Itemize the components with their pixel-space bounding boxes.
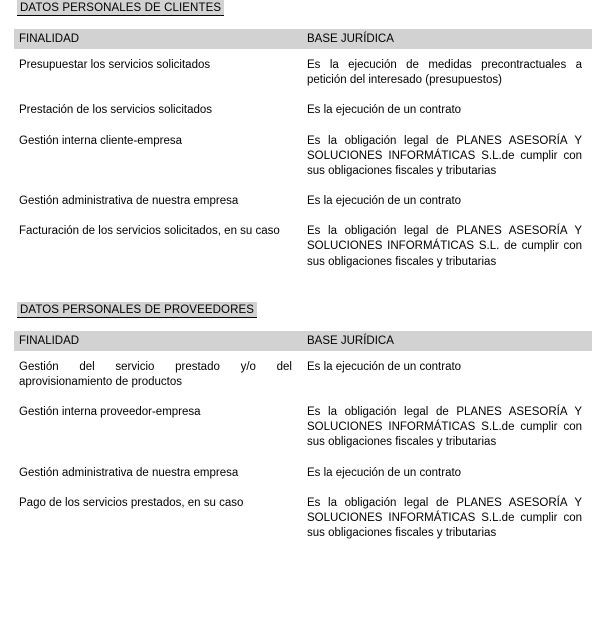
cell-base-juridica: Es la obligación legal de PLANES ASESORÍA Y SOLUCIONES INFORMÁTICAS S.L. de cumplir con sus obligaciones fiscales y tributarias [307, 225, 582, 268]
table-row [14, 396, 592, 457]
cell-base-juridica: Es la obligación legal de PLANES ASESORÍA Y SOLUCIONES INFORMÁTICAS S.L.de cumplir con sus obligaciones fiscales y tributarias [307, 406, 582, 449]
section-clientes [14, 0, 593, 276]
cell-base-juridica: Es la ejecución de un contrato [307, 466, 462, 479]
table-row [14, 215, 592, 276]
cell-base-juridica: Es la obligación legal de PLANES ASESORÍA Y SOLUCIONES INFORMÁTICAS S.L.de cumplir con sus obligaciones fiscales y tributarias [307, 496, 582, 540]
column-header-base-juridica: BASE JURÍDICA [302, 29, 592, 49]
cell-base-juridica: Es la ejecución de medidas precontractuales a petición del interesado (presupuestos) [307, 59, 582, 87]
table-row [14, 351, 592, 396]
table-row [14, 125, 592, 186]
table-header-row [14, 331, 592, 351]
table-row [14, 49, 592, 94]
column-header-base-juridica: BASE JURÍDICA [302, 331, 592, 351]
cell-base-juridica: Es la ejecución de un contrato [307, 195, 462, 208]
cell-finalidad: Gestión administrativa de nuestra empresa [19, 466, 239, 479]
table-proveedores [14, 331, 592, 548]
cell-finalidad: Presupuestar los servicios solicitados [19, 59, 211, 71]
section-heading-clientes: DATOS PERSONALES DE CLIENTES [17, 0, 224, 16]
section-proveedores [14, 302, 593, 548]
cell-finalidad: Gestión interna cliente-empresa [19, 134, 182, 147]
cell-base-juridica: Es la ejecución de un contrato [307, 360, 462, 373]
section-heading-proveedores: DATOS PERSONALES DE PROVEEDORES [17, 302, 257, 318]
column-header-finalidad: FINALIDAD [14, 29, 302, 49]
cell-finalidad: Gestión del servicio prestado y/o del aprovisionamiento de productos [19, 360, 292, 388]
table-clientes [14, 29, 592, 276]
cell-finalidad: Gestión administrativa de nuestra empresa [19, 195, 239, 208]
table-row [14, 94, 592, 124]
column-header-finalidad: FINALIDAD [14, 331, 302, 351]
table-row [14, 457, 592, 487]
table-row [14, 185, 592, 215]
cell-base-juridica: Es la ejecución de un contrato [307, 104, 462, 117]
cell-base-juridica: Es la obligación legal de PLANES ASESORÍA Y SOLUCIONES INFORMÁTICAS S.L.de cumplir con sus obligaciones fiscales y tributarias [307, 134, 582, 177]
cell-finalidad: Gestión interna proveedor-empresa [19, 406, 201, 419]
cell-finalidad: Facturación de los servicios solicitados, en su caso [19, 225, 280, 238]
table-row [14, 487, 592, 548]
cell-finalidad: Pago de los servicios prestados, en su caso [19, 496, 244, 509]
cell-finalidad: Prestación de los servicios solicitados [19, 104, 213, 117]
table-header-row [14, 29, 592, 49]
